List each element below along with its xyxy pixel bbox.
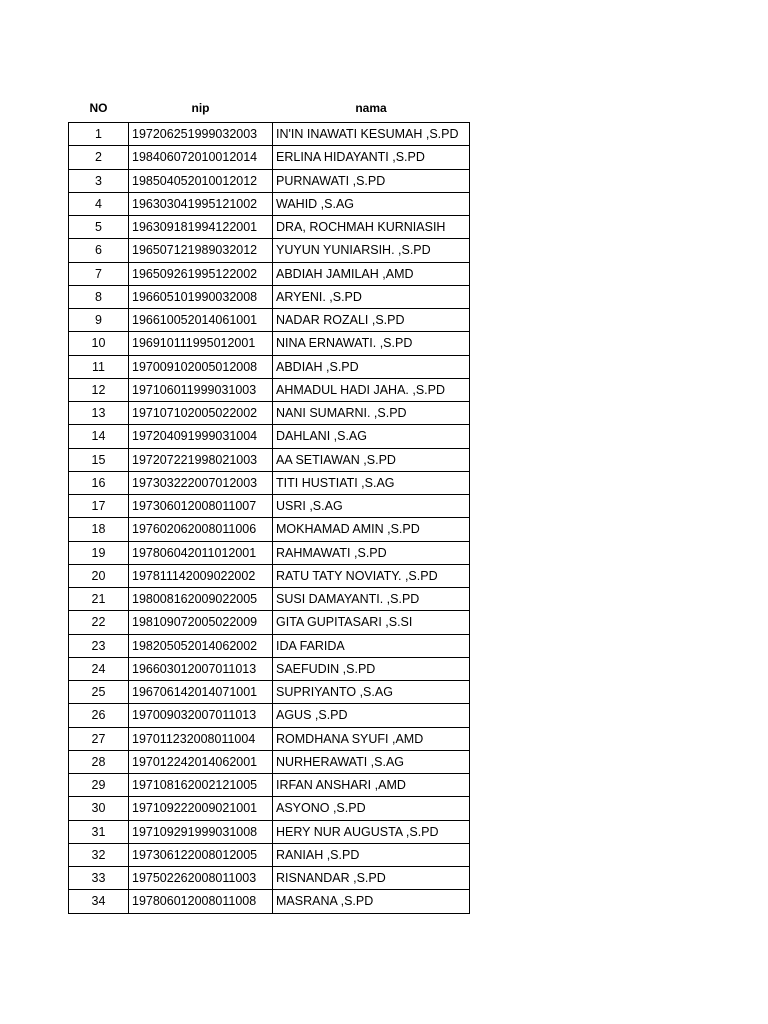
- cell-no: 33: [69, 867, 129, 890]
- table-row: [69, 518, 470, 541]
- cell-nama: WAHID ,S.AG: [273, 192, 470, 215]
- cell-no: 30: [69, 797, 129, 820]
- table-row: [69, 634, 470, 657]
- table-row: [69, 704, 470, 727]
- cell-nama: IN'IN INAWATI KESUMAH ,S.PD: [273, 123, 470, 146]
- cell-no: 16: [69, 471, 129, 494]
- table-row: [69, 402, 470, 425]
- cell-no: 19: [69, 541, 129, 564]
- cell-nip: 196303041995121002: [129, 192, 273, 215]
- cell-nama: USRI ,S.AG: [273, 495, 470, 518]
- table-row: [69, 192, 470, 215]
- table-row: [69, 890, 470, 913]
- cell-nip: 197009032007011013: [129, 704, 273, 727]
- table-row: [69, 123, 470, 146]
- cell-nama: ARYENI. ,S.PD: [273, 285, 470, 308]
- table-row: [69, 146, 470, 169]
- table-row: [69, 611, 470, 634]
- table-row: [69, 820, 470, 843]
- cell-nip: 198008162009022005: [129, 588, 273, 611]
- table-row: [69, 169, 470, 192]
- cell-nip: 197306122008012005: [129, 843, 273, 866]
- cell-nama: NANI SUMARNI. ,S.PD: [273, 402, 470, 425]
- cell-nip: 197107102005022002: [129, 402, 273, 425]
- cell-nip: 197806042011012001: [129, 541, 273, 564]
- table-row: [69, 355, 470, 378]
- table-row: [69, 309, 470, 332]
- cell-no: 28: [69, 750, 129, 773]
- cell-no: 4: [69, 192, 129, 215]
- staff-table: [68, 98, 470, 914]
- cell-no: 6: [69, 239, 129, 262]
- cell-no: 14: [69, 425, 129, 448]
- cell-nip: 197012242014062001: [129, 750, 273, 773]
- cell-nama: RAHMAWATI ,S.PD: [273, 541, 470, 564]
- cell-nip: 197306012008011007: [129, 495, 273, 518]
- cell-no: 22: [69, 611, 129, 634]
- cell-nama: ASYONO ,S.PD: [273, 797, 470, 820]
- cell-nip: 197109291999031008: [129, 820, 273, 843]
- cell-no: 7: [69, 262, 129, 285]
- cell-no: 34: [69, 890, 129, 913]
- header-nip: nip: [191, 101, 210, 115]
- table-row: [69, 774, 470, 797]
- cell-nip: 197009102005012008: [129, 355, 273, 378]
- table-row: [69, 378, 470, 401]
- cell-nip: 196706142014071001: [129, 681, 273, 704]
- table-row: [69, 285, 470, 308]
- cell-nama: ABDIAH JAMILAH ,AMD: [273, 262, 470, 285]
- table-row: [69, 471, 470, 494]
- cell-no: 10: [69, 332, 129, 355]
- cell-nip: 197108162002121005: [129, 774, 273, 797]
- cell-nip: 196910111995012001: [129, 332, 273, 355]
- cell-no: 17: [69, 495, 129, 518]
- cell-nip: 196603012007011013: [129, 657, 273, 680]
- cell-nama: NADAR ROZALI ,S.PD: [273, 309, 470, 332]
- cell-no: 25: [69, 681, 129, 704]
- cell-no: 20: [69, 564, 129, 587]
- cell-nama: HERY NUR AUGUSTA ,S.PD: [273, 820, 470, 843]
- table-row: [69, 750, 470, 773]
- cell-no: 5: [69, 216, 129, 239]
- cell-nip: 197206251999032003: [129, 123, 273, 146]
- table-body: [69, 123, 470, 914]
- cell-nama: IDA FARIDA: [273, 634, 470, 657]
- table-row: [69, 797, 470, 820]
- cell-nama: SAEFUDIN ,S.PD: [273, 657, 470, 680]
- cell-nama: MOKHAMAD AMIN ,S.PD: [273, 518, 470, 541]
- table-row: [69, 495, 470, 518]
- cell-no: 18: [69, 518, 129, 541]
- cell-nip: 196509261995122002: [129, 262, 273, 285]
- header-no: NO: [89, 101, 108, 115]
- table-row: [69, 541, 470, 564]
- cell-nama: RATU TATY NOVIATY. ,S.PD: [273, 564, 470, 587]
- cell-nama: RISNANDAR ,S.PD: [273, 867, 470, 890]
- cell-nama: PURNAWATI ,S.PD: [273, 169, 470, 192]
- table-row: [69, 448, 470, 471]
- table-row: [69, 843, 470, 866]
- cell-no: 21: [69, 588, 129, 611]
- table-row: [69, 727, 470, 750]
- cell-no: 12: [69, 378, 129, 401]
- cell-nama: ABDIAH ,S.PD: [273, 355, 470, 378]
- cell-nama: SUPRIYANTO ,S.AG: [273, 681, 470, 704]
- cell-nama: TITI HUSTIATI ,S.AG: [273, 471, 470, 494]
- table-row: [69, 239, 470, 262]
- cell-no: 15: [69, 448, 129, 471]
- table-row: [69, 425, 470, 448]
- cell-no: 24: [69, 657, 129, 680]
- table-row: [69, 867, 470, 890]
- table-row: [69, 681, 470, 704]
- cell-nama: SUSI DAMAYANTI. ,S.PD: [273, 588, 470, 611]
- table-row: [69, 262, 470, 285]
- cell-no: 29: [69, 774, 129, 797]
- cell-nip: 196309181994122001: [129, 216, 273, 239]
- cell-nip: 196610052014061001: [129, 309, 273, 332]
- table-row: [69, 216, 470, 239]
- cell-nama: AHMADUL HADI JAHA. ,S.PD: [273, 378, 470, 401]
- cell-nama: RANIAH ,S.PD: [273, 843, 470, 866]
- cell-nama: ERLINA HIDAYANTI ,S.PD: [273, 146, 470, 169]
- cell-nama: AGUS ,S.PD: [273, 704, 470, 727]
- cell-no: 31: [69, 820, 129, 843]
- cell-nama: DAHLANI ,S.AG: [273, 425, 470, 448]
- cell-nip: 197204091999031004: [129, 425, 273, 448]
- table-row: [69, 564, 470, 587]
- table-row: [69, 657, 470, 680]
- cell-no: 2: [69, 146, 129, 169]
- cell-no: 11: [69, 355, 129, 378]
- cell-nama: GITA GUPITASARI ,S.SI: [273, 611, 470, 634]
- cell-nip: 197811142009022002: [129, 564, 273, 587]
- cell-no: 13: [69, 402, 129, 425]
- cell-nama: MASRANA ,S.PD: [273, 890, 470, 913]
- table-row: [69, 588, 470, 611]
- cell-nip: 197207221998021003: [129, 448, 273, 471]
- cell-nama: IRFAN ANSHARI ,AMD: [273, 774, 470, 797]
- cell-nama: NINA ERNAWATI. ,S.PD: [273, 332, 470, 355]
- cell-nip: 198406072010012014: [129, 146, 273, 169]
- cell-nip: 196605101990032008: [129, 285, 273, 308]
- cell-nama: NURHERAWATI ,S.AG: [273, 750, 470, 773]
- cell-nip: 198205052014062002: [129, 634, 273, 657]
- cell-nip: 197602062008011006: [129, 518, 273, 541]
- cell-nama: AA SETIAWAN ,S.PD: [273, 448, 470, 471]
- cell-nip: 197109222009021001: [129, 797, 273, 820]
- cell-no: 32: [69, 843, 129, 866]
- cell-nip: 197303222007012003: [129, 471, 273, 494]
- cell-no: 23: [69, 634, 129, 657]
- cell-no: 26: [69, 704, 129, 727]
- cell-nip: 196507121989032012: [129, 239, 273, 262]
- cell-nip: 197011232008011004: [129, 727, 273, 750]
- header-nama: nama: [355, 101, 387, 115]
- table-row: [69, 332, 470, 355]
- cell-nip: 197502262008011003: [129, 867, 273, 890]
- header-row: [69, 98, 470, 123]
- cell-no: 3: [69, 169, 129, 192]
- cell-nip: 198109072005022009: [129, 611, 273, 634]
- table-header: [69, 98, 470, 123]
- cell-no: 8: [69, 285, 129, 308]
- cell-no: 1: [69, 123, 129, 146]
- cell-nama: DRA, ROCHMAH KURNIASIH: [273, 216, 470, 239]
- cell-nama: YUYUN YUNIARSIH. ,S.PD: [273, 239, 470, 262]
- cell-nip: 197806012008011008: [129, 890, 273, 913]
- cell-nama: ROMDHANA SYUFI ,AMD: [273, 727, 470, 750]
- cell-no: 9: [69, 309, 129, 332]
- cell-nip: 197106011999031003: [129, 378, 273, 401]
- cell-nip: 198504052010012012: [129, 169, 273, 192]
- cell-no: 27: [69, 727, 129, 750]
- spreadsheet-sheet: [68, 98, 470, 914]
